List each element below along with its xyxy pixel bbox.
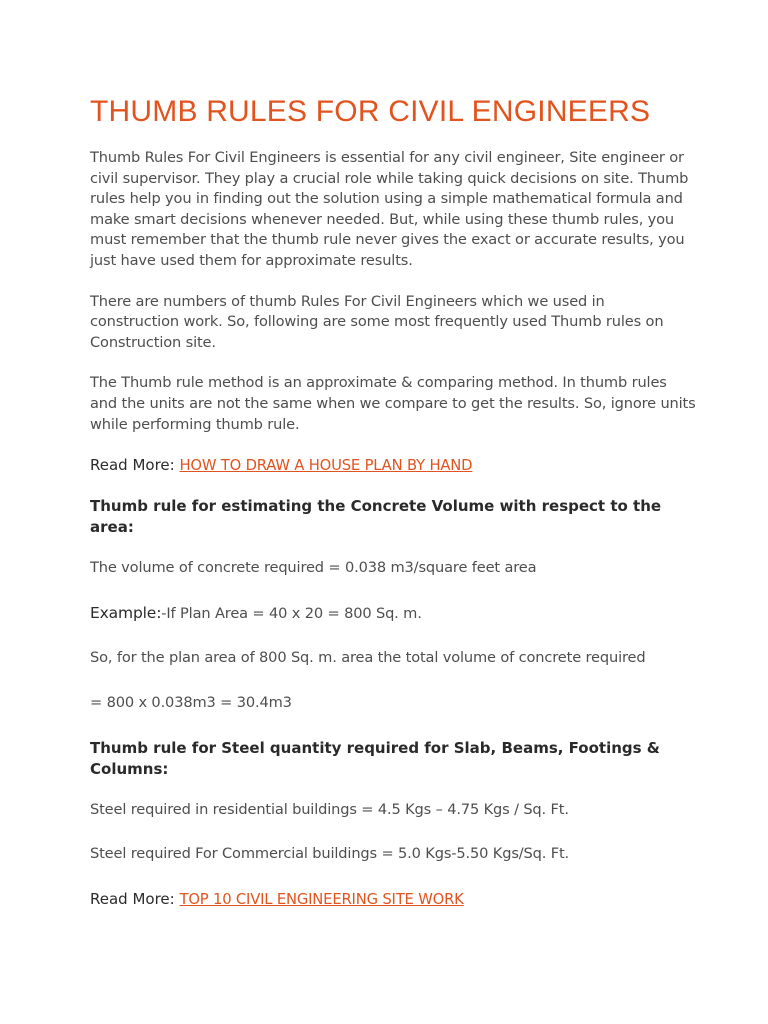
steel-residential: Steel required in residential buildings = 4.5 Kgs – 4.75 Kgs / Sq. Ft. (90, 800, 569, 818)
steel-commercial: Steel required For Commercial buildings = 5.0 Kgs-5.50 Kgs/Sq. Ft. (90, 845, 570, 863)
read-more-house-plan (90, 455, 698, 476)
page-title: THUMB RULES FOR CIVIL ENGINEERS (90, 95, 651, 128)
frequency-paragraph: There are numbers of thumb Rules For Civil Engineers which we used in construction work. So, following are some most frequently used Thumb rules on Construction site. (90, 292, 664, 351)
steel-section-heading: Thumb rule for Steel quantity required for Slab, Beams, Footings & Columns: (90, 738, 660, 778)
method-paragraph: The Thumb rule method is an approximate & comparing method. In thumb rules and the units are not the same when we compare to get the results. So, ignore units while performing thumb rule. (90, 374, 696, 433)
read-more-site-work (90, 889, 698, 910)
read-more-label: Read More: (90, 456, 175, 475)
concrete-example (90, 603, 698, 625)
concrete-explanation: So, for the plan area of 800 Sq. m. area the total volume of concrete required (90, 649, 646, 667)
concrete-section-heading: Thumb rule for estimating the Concrete Volume with respect to the area: (90, 497, 662, 537)
example-text: -If Plan Area = 40 x 20 = 800 Sq. m. (161, 604, 422, 622)
example-label: Example: (90, 603, 162, 622)
site-work-link[interactable]: TOP 10 CIVIL ENGINEERING SITE WORK (179, 890, 464, 908)
concrete-formula: The volume of concrete required = 0.038 m3/square feet area (90, 559, 537, 577)
house-plan-link[interactable]: HOW TO DRAW A HOUSE PLAN BY HAND (179, 457, 473, 475)
intro-paragraph: Thumb Rules For Civil Engineers is essential for any civil engineer, Site engineer or civil supervisor. They play a crucial role while taking quick decisions on site. Thumb rules help you in finding out the solution using a simple mathematical formula and make smart decisions whenever needed. But, while using these thumb rules, you must remember that the thumb rule never gives the exact or accurate results, you just have used them for approximate results. (90, 149, 689, 269)
read-more-label: Read More: (90, 889, 175, 908)
concrete-result: = 800 x 0.038m3 = 30.4m3 (90, 693, 292, 711)
